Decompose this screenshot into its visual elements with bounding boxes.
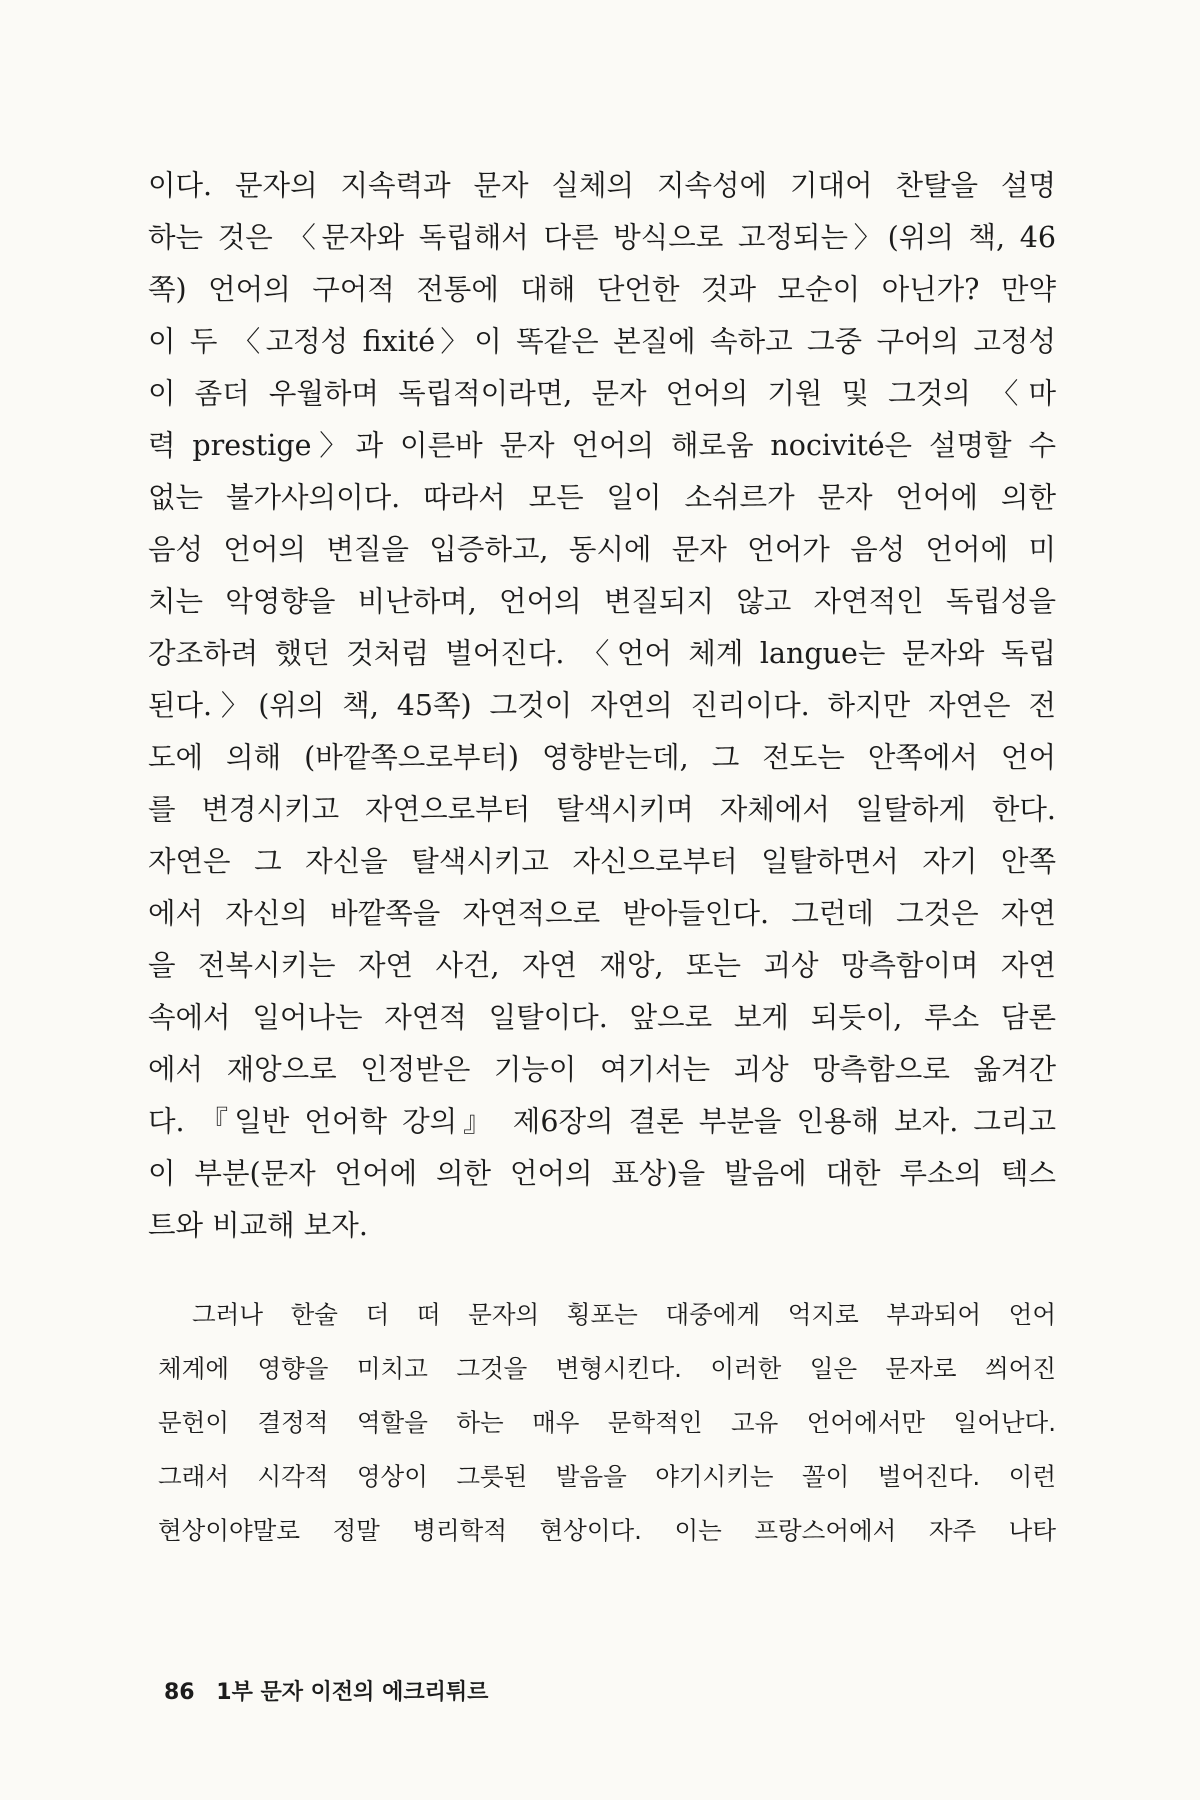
body-line: 자연은 그 자신을 탈색시키고 자신으로부터 일탈하면서 자기 안쪽 (148, 845, 1056, 878)
page-number: 86 (164, 1680, 195, 1705)
page-footer (164, 1675, 488, 1706)
body-line: 트와 비교해 보자. (148, 1209, 368, 1242)
body-line: 력 prestige〉과 이른바 문자 언어의 해로움 nocivité은 설명할 수 (148, 429, 1056, 462)
body-line: 도에 의해 (바깥쪽으로부터) 영향받는데, 그 전도는 안쪽에서 언어 (148, 741, 1056, 774)
block-quote (158, 1288, 1056, 1558)
quote-line: 체계에 영향을 미치고 그것을 변형시킨다. 이러한 일은 문자로 씌어진 (158, 1354, 1056, 1383)
body-line: 없는 불가사의이다. 따라서 모든 일이 소쉬르가 문자 언어에 의한 (148, 481, 1056, 514)
body-line: 이 좀더 우월하며 독립적이라면, 문자 언어의 기원 및 그것의 〈마 (148, 377, 1056, 410)
body-line: 이 부분(문자 언어에 의한 언어의 표상)을 발음에 대한 루소의 텍스 (148, 1157, 1056, 1190)
quote-line: 그러나 한술 더 떠 문자의 횡포는 대중에게 억지로 부과되어 언어 (192, 1300, 1056, 1329)
body-line: 에서 자신의 바깥쪽을 자연적으로 받아들인다. 그런데 그것은 자연 (148, 897, 1056, 930)
body-line: 을 전복시키는 자연 사건, 자연 재앙, 또는 괴상 망측함이며 자연 (148, 949, 1056, 982)
body-line: 를 변경시키고 자연으로부터 탈색시키며 자체에서 일탈하게 한다. (148, 793, 1056, 826)
body-line: 하는 것은 〈문자와 독립해서 다른 방식으로 고정되는〉(위의 책, 46 (148, 221, 1056, 254)
body-line: 된다.〉(위의 책, 45쪽) 그것이 자연의 진리이다. 하지만 자연은 전 (148, 689, 1056, 722)
quote-line: 현상이야말로 정말 병리학적 현상이다. 이는 프랑스어에서 자주 나타 (158, 1516, 1056, 1545)
body-line: 다. 『일반 언어학 강의』 제6장의 결론 부분을 인용해 보자. 그리고 (148, 1105, 1056, 1138)
body-line: 에서 재앙으로 인정받은 기능이 여기서는 괴상 망측함으로 옮겨간 (148, 1053, 1056, 1086)
quote-line: 문헌이 결정적 역할을 하는 매우 문학적인 고유 언어에서만 일어난다. (158, 1408, 1056, 1437)
quote-line: 그래서 시각적 영상이 그릇된 발음을 야기시키는 꼴이 벌어진다. 이런 (158, 1462, 1056, 1491)
body-line: 치는 악영향을 비난하며, 언어의 변질되지 않고 자연적인 독립성을 (148, 585, 1056, 618)
body-line: 속에서 일어나는 자연적 일탈이다. 앞으로 보게 되듯이, 루소 담론 (148, 1001, 1056, 1034)
body-line: 이 두 〈고정성 fixité〉이 똑같은 본질에 속하고 그중 구어의 고정성 (148, 325, 1056, 358)
body-line: 음성 언어의 변질을 입증하고, 동시에 문자 언어가 음성 언어에 미 (148, 533, 1056, 566)
body-line: 이다. 문자의 지속력과 문자 실체의 지속성에 기대어 찬탈을 설명 (148, 169, 1056, 202)
body-paragraph (148, 160, 1056, 1252)
body-line: 강조하려 했던 것처럼 벌어진다. 〈언어 체계 langue는 문자와 독립 (148, 637, 1056, 670)
body-line: 쪽) 언어의 구어적 전통에 대해 단언한 것과 모순이 아닌가? 만약 (148, 273, 1056, 306)
running-section-title: 1부 문자 이전의 에크리튀르 (216, 1680, 489, 1705)
